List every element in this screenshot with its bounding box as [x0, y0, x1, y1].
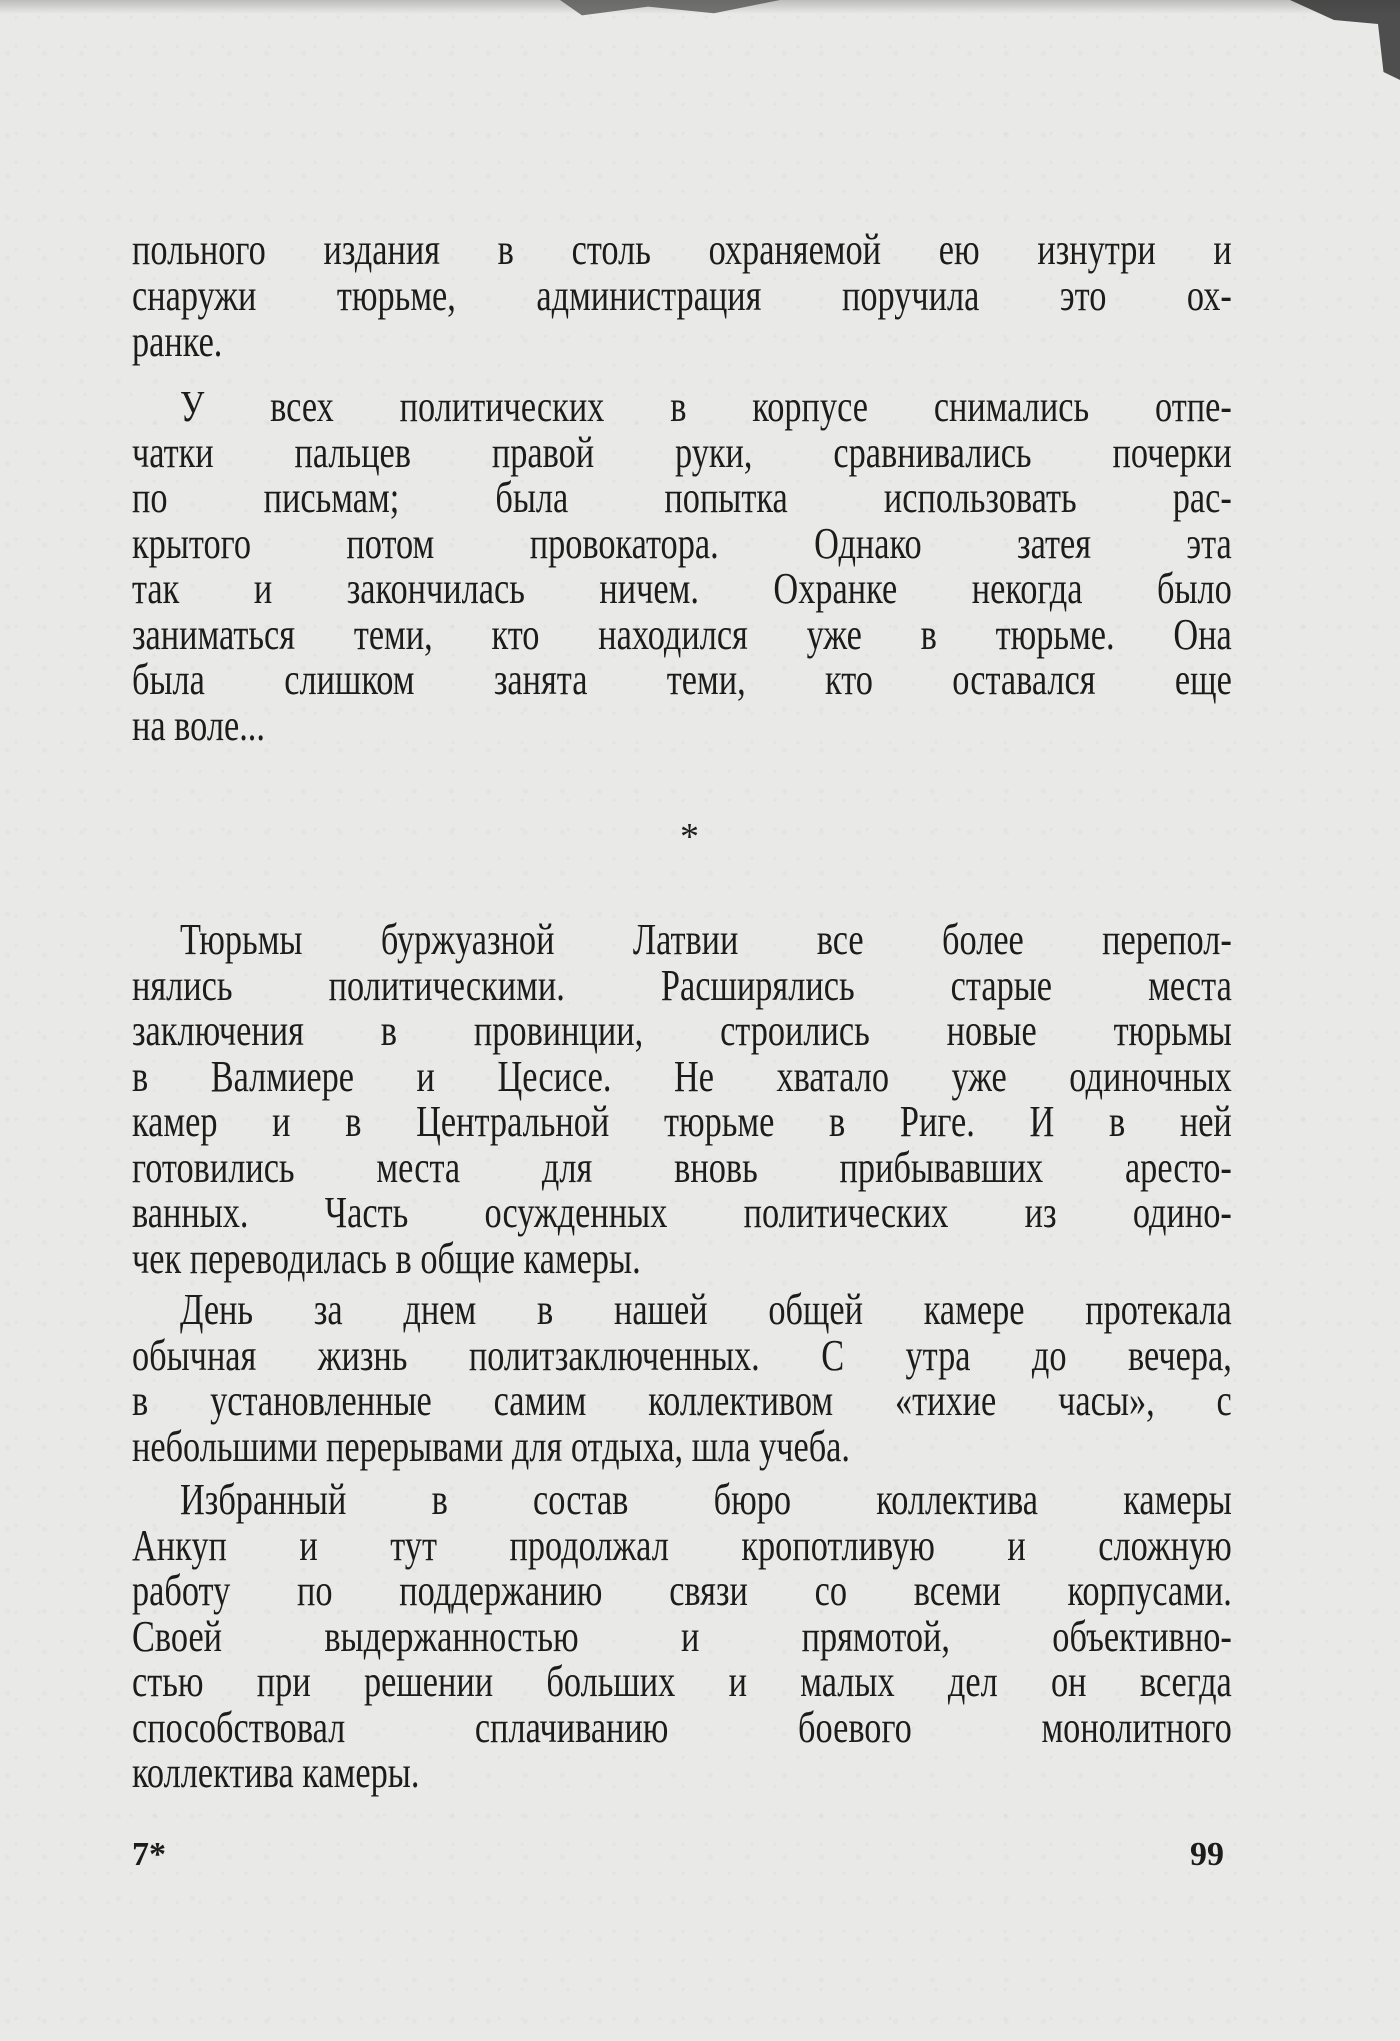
text-line [132, 1702, 1232, 1752]
text-line [132, 1006, 1232, 1055]
text-line [180, 1475, 1232, 1524]
text-line [132, 518, 1232, 568]
line-text: на воле... [132, 700, 265, 750]
text-line [180, 382, 1232, 431]
text-line [132, 1611, 1232, 1661]
line-text: коллектива камеры. [132, 1748, 420, 1797]
text-line [132, 1748, 1232, 1797]
text-line [132, 1421, 1232, 1471]
text-line [132, 1142, 1232, 1192]
line-text: способствовал сплачиванию боевого монолитного [132, 1702, 1232, 1752]
line-text: польного издания в столь охраняемой ею изнутри и [132, 225, 1232, 274]
line-text: обычная жизнь политзаключенных. С утра до вечера, [132, 1330, 1232, 1380]
text-line [132, 1051, 1232, 1101]
text-line [132, 1233, 1232, 1283]
line-text: Избранный в состав бюро коллектива камеры [180, 1475, 1232, 1524]
text-line [132, 1520, 1232, 1570]
text-line [132, 1097, 1232, 1146]
text-line [132, 427, 1232, 477]
line-text: ванных. Часть осужденных политических из одино- [132, 1188, 1232, 1237]
line-text: ранке. [132, 317, 223, 366]
line-text: Тюрьмы буржуазной Латвии все более перепол- [180, 915, 1232, 964]
line-text: работу по поддержанию связи со всеми корпусами. [132, 1566, 1232, 1615]
line-text: так и закончилась ничем. Охранке некогда было [132, 564, 1232, 613]
text-line [132, 960, 1232, 1010]
text-line [132, 564, 1232, 613]
line-text: по письмам; была попытка использовать рас- [132, 473, 1232, 522]
text-line [180, 1285, 1232, 1334]
line-text: День за днем в нашей общей камере протекала [180, 1285, 1232, 1334]
text-line [132, 1566, 1232, 1615]
line-text: камер и в Центральной тюрьме в Риге. И в ней [132, 1097, 1232, 1146]
line-text: снаружи тюрьме, администрация поручила это ох- [132, 271, 1232, 320]
text-line [132, 1657, 1232, 1706]
line-text: небольшими перерывами для отдыха, шла учеба. [132, 1421, 850, 1471]
line-text: заключения в провинции, строились новые тюрьмы [132, 1006, 1232, 1055]
text-line [132, 609, 1232, 659]
section-break: * [680, 816, 699, 858]
text-line [132, 1330, 1232, 1380]
signature-mark: 7* [132, 1836, 166, 1873]
line-text: Анкуп и тут продолжал кропотливую и сложную [132, 1520, 1232, 1570]
line-text: в Валмиере и Цесисе. Не хватало уже одиночных [132, 1051, 1232, 1101]
line-text: чек переводилась в общие камеры. [132, 1233, 641, 1283]
text-line [132, 317, 1232, 366]
line-text: стью при решении больших и малых дел он всегда [132, 1657, 1232, 1706]
line-text: нялись политическими. Расширялись старые места [132, 960, 1232, 1010]
line-text: чатки пальцев правой руки, сравнивались почерки [132, 427, 1232, 477]
text-line [132, 700, 1232, 750]
text-line [132, 1188, 1232, 1237]
text-line [132, 271, 1232, 320]
line-text: была слишком занята теми, кто оставался еще [132, 655, 1232, 704]
page-number: 99 [1190, 1836, 1224, 1873]
line-text: У всех политических в корпусе снимались отпе- [180, 382, 1232, 431]
text-line [132, 1376, 1232, 1425]
text-line [132, 655, 1232, 704]
line-text: готовились места для вновь прибывавших аресто- [132, 1142, 1232, 1192]
line-text: в установленные самим коллективом «тихие часы», с [132, 1376, 1232, 1425]
line-text: заниматься теми, кто находился уже в тюрьме. Она [132, 609, 1232, 659]
text-line [180, 915, 1232, 964]
line-text: крытого потом провокатора. Однако затея эта [132, 518, 1232, 568]
text-line [132, 473, 1232, 522]
line-text: Своей выдержанностью и прямотой, объективно- [132, 1611, 1232, 1661]
text-line [132, 225, 1232, 274]
